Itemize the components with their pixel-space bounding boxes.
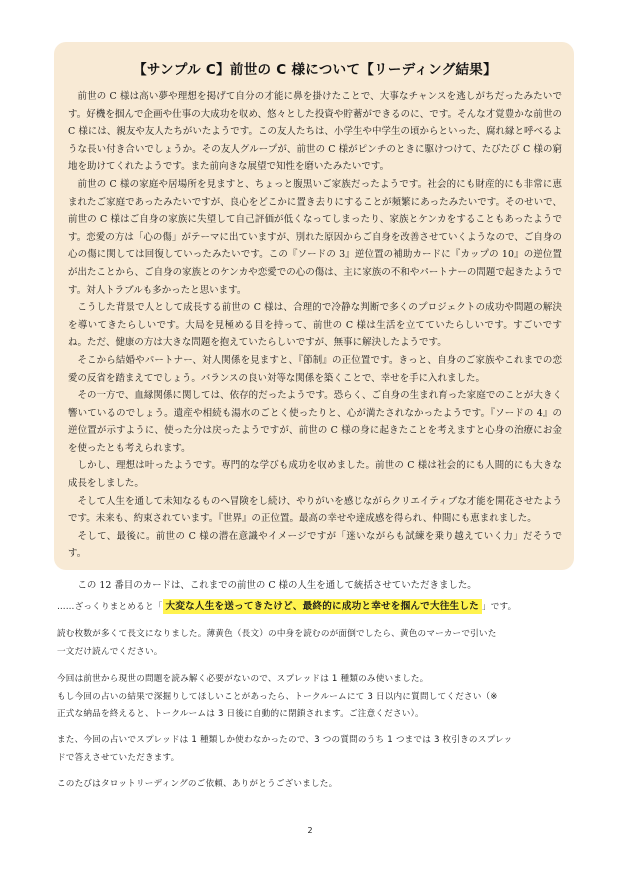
note-line: ドで答えさせていただきます。 bbox=[57, 752, 180, 763]
reading-paragraph: こうした背景で人として成長する前世の C 様は、合理的で冷静な判断で多くのプロジェクトの成功や問題の解決を導いてきたらしいです。大局を見極める目を持って、前世の C 様は生活を立てていたらしいです。すごいですね。ただ、健康の方は大きな問題を抱えていたらしいですが、無事に解決したようです。 bbox=[68, 302, 562, 349]
summary-suffix: 」です。 bbox=[481, 602, 517, 612]
page-number: 2 bbox=[307, 826, 313, 835]
reading-paragraph: 前世の C 様の家庭や居場所を見ますと、ちょっと腹黒いご家族だったようです。社会的にも財産的にも非常に恵まれたご家庭であったみたいですが、良心をどこかに置き去りにすることが頻繁にあったみたいです。そのせいで、前世の C 様はご自身の家族に失望して自己評価が低くなってしまったり、家族とケンカをすることもあったようです。恋愛の方は「心の傷」がテーマに出ていますが、別れた原因からご自身を改善させていくようなので、ご自身の心の傷に関しては回復していったみたいです。この『ソードの 3』逆位置の補助カードに『カップの 10』の逆位置が出たことから、ご自身の家族とのケンカや恋愛での心の傷は、主に家族の不和やパートナーの問題で起きたようです。対人トラブルも多かったと思います。 bbox=[68, 178, 562, 296]
note-line: もし今回の占いの結果で深掘りしてほしいことがあったら、トークルームにて 3 日以内に質問してください（※ bbox=[57, 691, 498, 702]
thanks-line: このたびはタロットリーディングのご依頼、ありがとうございました。 bbox=[57, 779, 338, 789]
thanks-note bbox=[57, 776, 567, 794]
question-note bbox=[57, 732, 567, 767]
reading-paragraph: そして、最後に。前世の C 様の潜在意識やイメージですが「迷いながらも試練を乗り越えていく力」だそうです。 bbox=[68, 530, 562, 560]
reading-paragraph: そこから結婚やパートナー、対人関係を見ますと、『節制』の正位置です。きっと、自身のご家族やこれまでの恋愛の反省を踏まえてでしょう。バランスの良い対等な関係を築くことで、幸せを手に入れました。 bbox=[68, 354, 562, 384]
spread-note bbox=[57, 671, 567, 724]
reading-paragraph: そして人生を通して未知なるものへ冒険をし続け、やりがいを感じながらクリエイティブな才能を開花させたようです。未来も、約束されています。『世界』の正位置。最高の幸せや達成感を得られ、仲間にも恵まれました。 bbox=[68, 495, 562, 525]
note-line: 一文だけ読んでください。 bbox=[57, 646, 163, 657]
note-line: また、今回の占いでスプレッドは 1 種類しか使わなかったので、3 つの質問のうち 1 つまでは 3 枚引きのスプレッ bbox=[57, 735, 513, 745]
long-text-note bbox=[57, 626, 567, 661]
summary-line bbox=[57, 597, 567, 617]
note-line: 正式な納品を終えると、トークルームは 3 日後に自動的に閉鎖されます。ご注意ください）。 bbox=[57, 709, 424, 720]
note-line: 今回は前世から現世の問題を読み解く必要がないので、スプレッドは 1 種類のみ使いました。 bbox=[57, 674, 429, 684]
summary-prefix: ……ざっくりまとめると「 bbox=[57, 602, 163, 612]
reading-title: 【サンプル C】前世の C 様について【リーディング結果】 bbox=[133, 62, 497, 78]
reading-paragraph: 前世の C 様は高い夢や理想を掲げて自分の才能に鼻を掛けたことで、大事なチャンスを逃しがちだったみたいです。好機を掴んで企画や仕事の大成功を収め、悠々とした投資や貯蓄ができるのに、です。そんな才覚豊かな前世の C 様には、親友や友人たちがいたようです。この友人たちは、小学生や中学生の頃からといった、腐れ縁と呼べるような長い付き合いでしょうか。その友人グループが、前世の C 様がピンチのときに駆けつけて、たびたび C 様の窮地を助けてくれたようです。また前向きな展望で知性を磨いたみたいです。 bbox=[68, 91, 562, 173]
reading-paragraph: しかし、理想は叶ったようです。専門的な学びも成功を収めました。前世の C 様は社会的にも人間的にも大きな成長をしました。 bbox=[68, 460, 562, 490]
note-line: 読む枚数が多くて長文になりました。薄黄色（長文）の中身を読むのが面倒でしたら、黄色のマーカーで引いた bbox=[57, 629, 497, 639]
reading-result-box bbox=[54, 42, 574, 592]
closing-note: この 12 番目のカードは、これまでの前世の C 様の人生を通して統括させていただきました。 bbox=[77, 580, 477, 592]
summary-highlight: 大変な人生を送ってきたけど、最終的に成功と幸せを掴んで大往生した bbox=[163, 599, 482, 614]
reading-paragraph: その一方で、血縁関係に関しては、依存的だったようです。恐らく、ご自身の生まれ育った家庭でのことが大きく響いているのでしょう。遺産や相続も湯水のごとく使ったりと、心が満たされなかったようです。『ソードの 4』の逆位置が示すように、使った分は戻ったようですが、前世の C 様の身に起きたことを考えますと心身の治療にお金を使ったとも考えられます。 bbox=[68, 390, 562, 454]
